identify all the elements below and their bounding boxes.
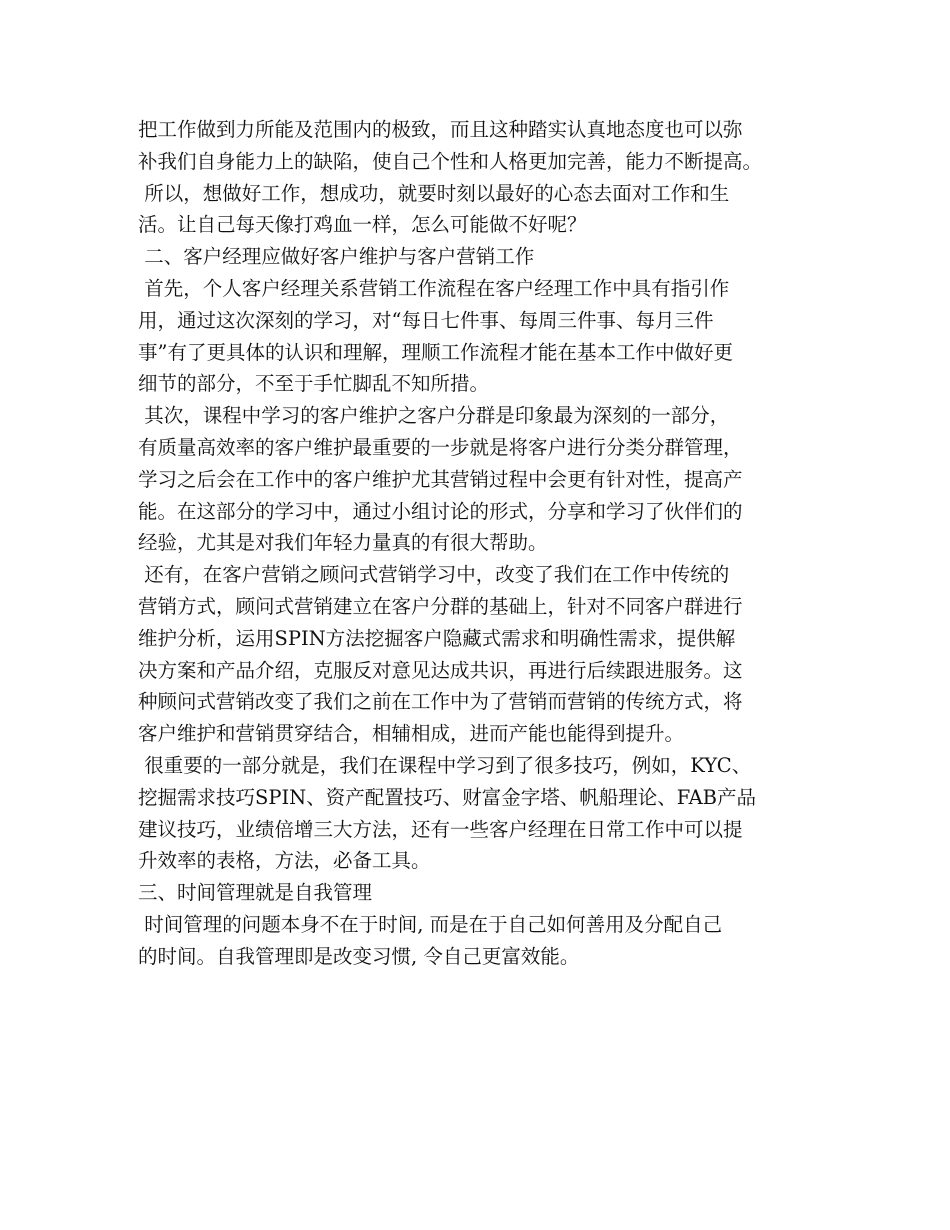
text-line: 学习之后会在工作中的客户维护尤其营销过程中会更有针对性，提高产 (138, 467, 743, 491)
text-line: 决方案和产品介绍，克服反对意见达成共识，再进行后续跟进服务。这 (138, 658, 743, 682)
text-line: 营销方式，顾问式营销建立在客户分群的基础上，针对不同客户群进行 (138, 594, 743, 618)
section-heading: 二、客户经理应做好客户维护与客户营销工作 (138, 245, 535, 269)
text-line: 补我们自身能力上的缺陷，使自己个性和人格更加完善，能力不断提高。 (138, 149, 763, 173)
text-line: 能。在这部分的学习中，通过小组讨论的形式，分享和学习了伙伴们的 (138, 499, 743, 523)
text-line: 把工作做到力所能及范围内的极致，而且这种踏实认真地态度也可以弥 (138, 118, 743, 141)
text-line: 客户维护和营销贯穿结合，相辅相成，进而产能也能得到提升。 (138, 722, 685, 746)
text-line: 还有，在客户营销之顾问式营销学习中，改变了我们在工作中传统的 (138, 563, 730, 587)
text-line: 所以，想做好工作，想成功，就要时刻以最好的心态去面对工作和生 (138, 181, 730, 205)
text-line: 事”有了更具体的认识和理解，理顺工作流程才能在基本工作中做好更 (138, 340, 733, 364)
text-line: 有质量高效率的客户维护最重要的一步就是将客户进行分类分群管理， (138, 435, 743, 459)
text-line: 的时间。自我管理即是改变习惯, 令自己更富效能。 (138, 944, 580, 968)
text-line: 活。让自己每天像打鸡血一样，怎么可能做不好呢？ (138, 213, 587, 237)
text-line: 很重要的一部分就是，我们在课程中学习到了很多技巧，例如，KYC、 (138, 753, 752, 777)
document-body (138, 114, 828, 973)
text-line: 细节的部分，不至于手忙脚乱不知所措。 (138, 372, 490, 396)
text-line: 挖掘需求技巧SPIN、资产配置技巧、财富金字塔、帆船理论、FAB产品 (138, 785, 756, 809)
text-line: 维护分析，运用SPIN方法挖掘客户隐藏式需求和明确性需求，提供解 (138, 626, 736, 650)
text-line: 首先，个人客户经理关系营销工作流程在客户经理工作中具有指引作 (138, 276, 730, 300)
text-line: 时间管理的问题本身不在于时间, 而是在于自己如何善用及分配自己 (138, 912, 723, 936)
text-line: 建议技巧，业绩倍增三大方法，还有一些客户经理在日常工作中可以提 (138, 817, 743, 841)
text-line: 升效率的表格，方法，必备工具。 (138, 849, 431, 873)
text-line: 其次，课程中学习的客户维护之客户分群是印象最为深刻的一部分， (138, 404, 730, 428)
text-line: 用，通过这次深刻的学习，对“每日七件事、每周三件事、每月三件 (138, 308, 714, 332)
text-line: 经验，尤其是对我们年轻力量真的有很大帮助。 (138, 531, 548, 555)
text-line: 种顾问式营销改变了我们之前在工作中为了营销而营销的传统方式，将 (138, 690, 743, 714)
section-heading: 三、时间管理就是自我管理 (138, 881, 373, 905)
